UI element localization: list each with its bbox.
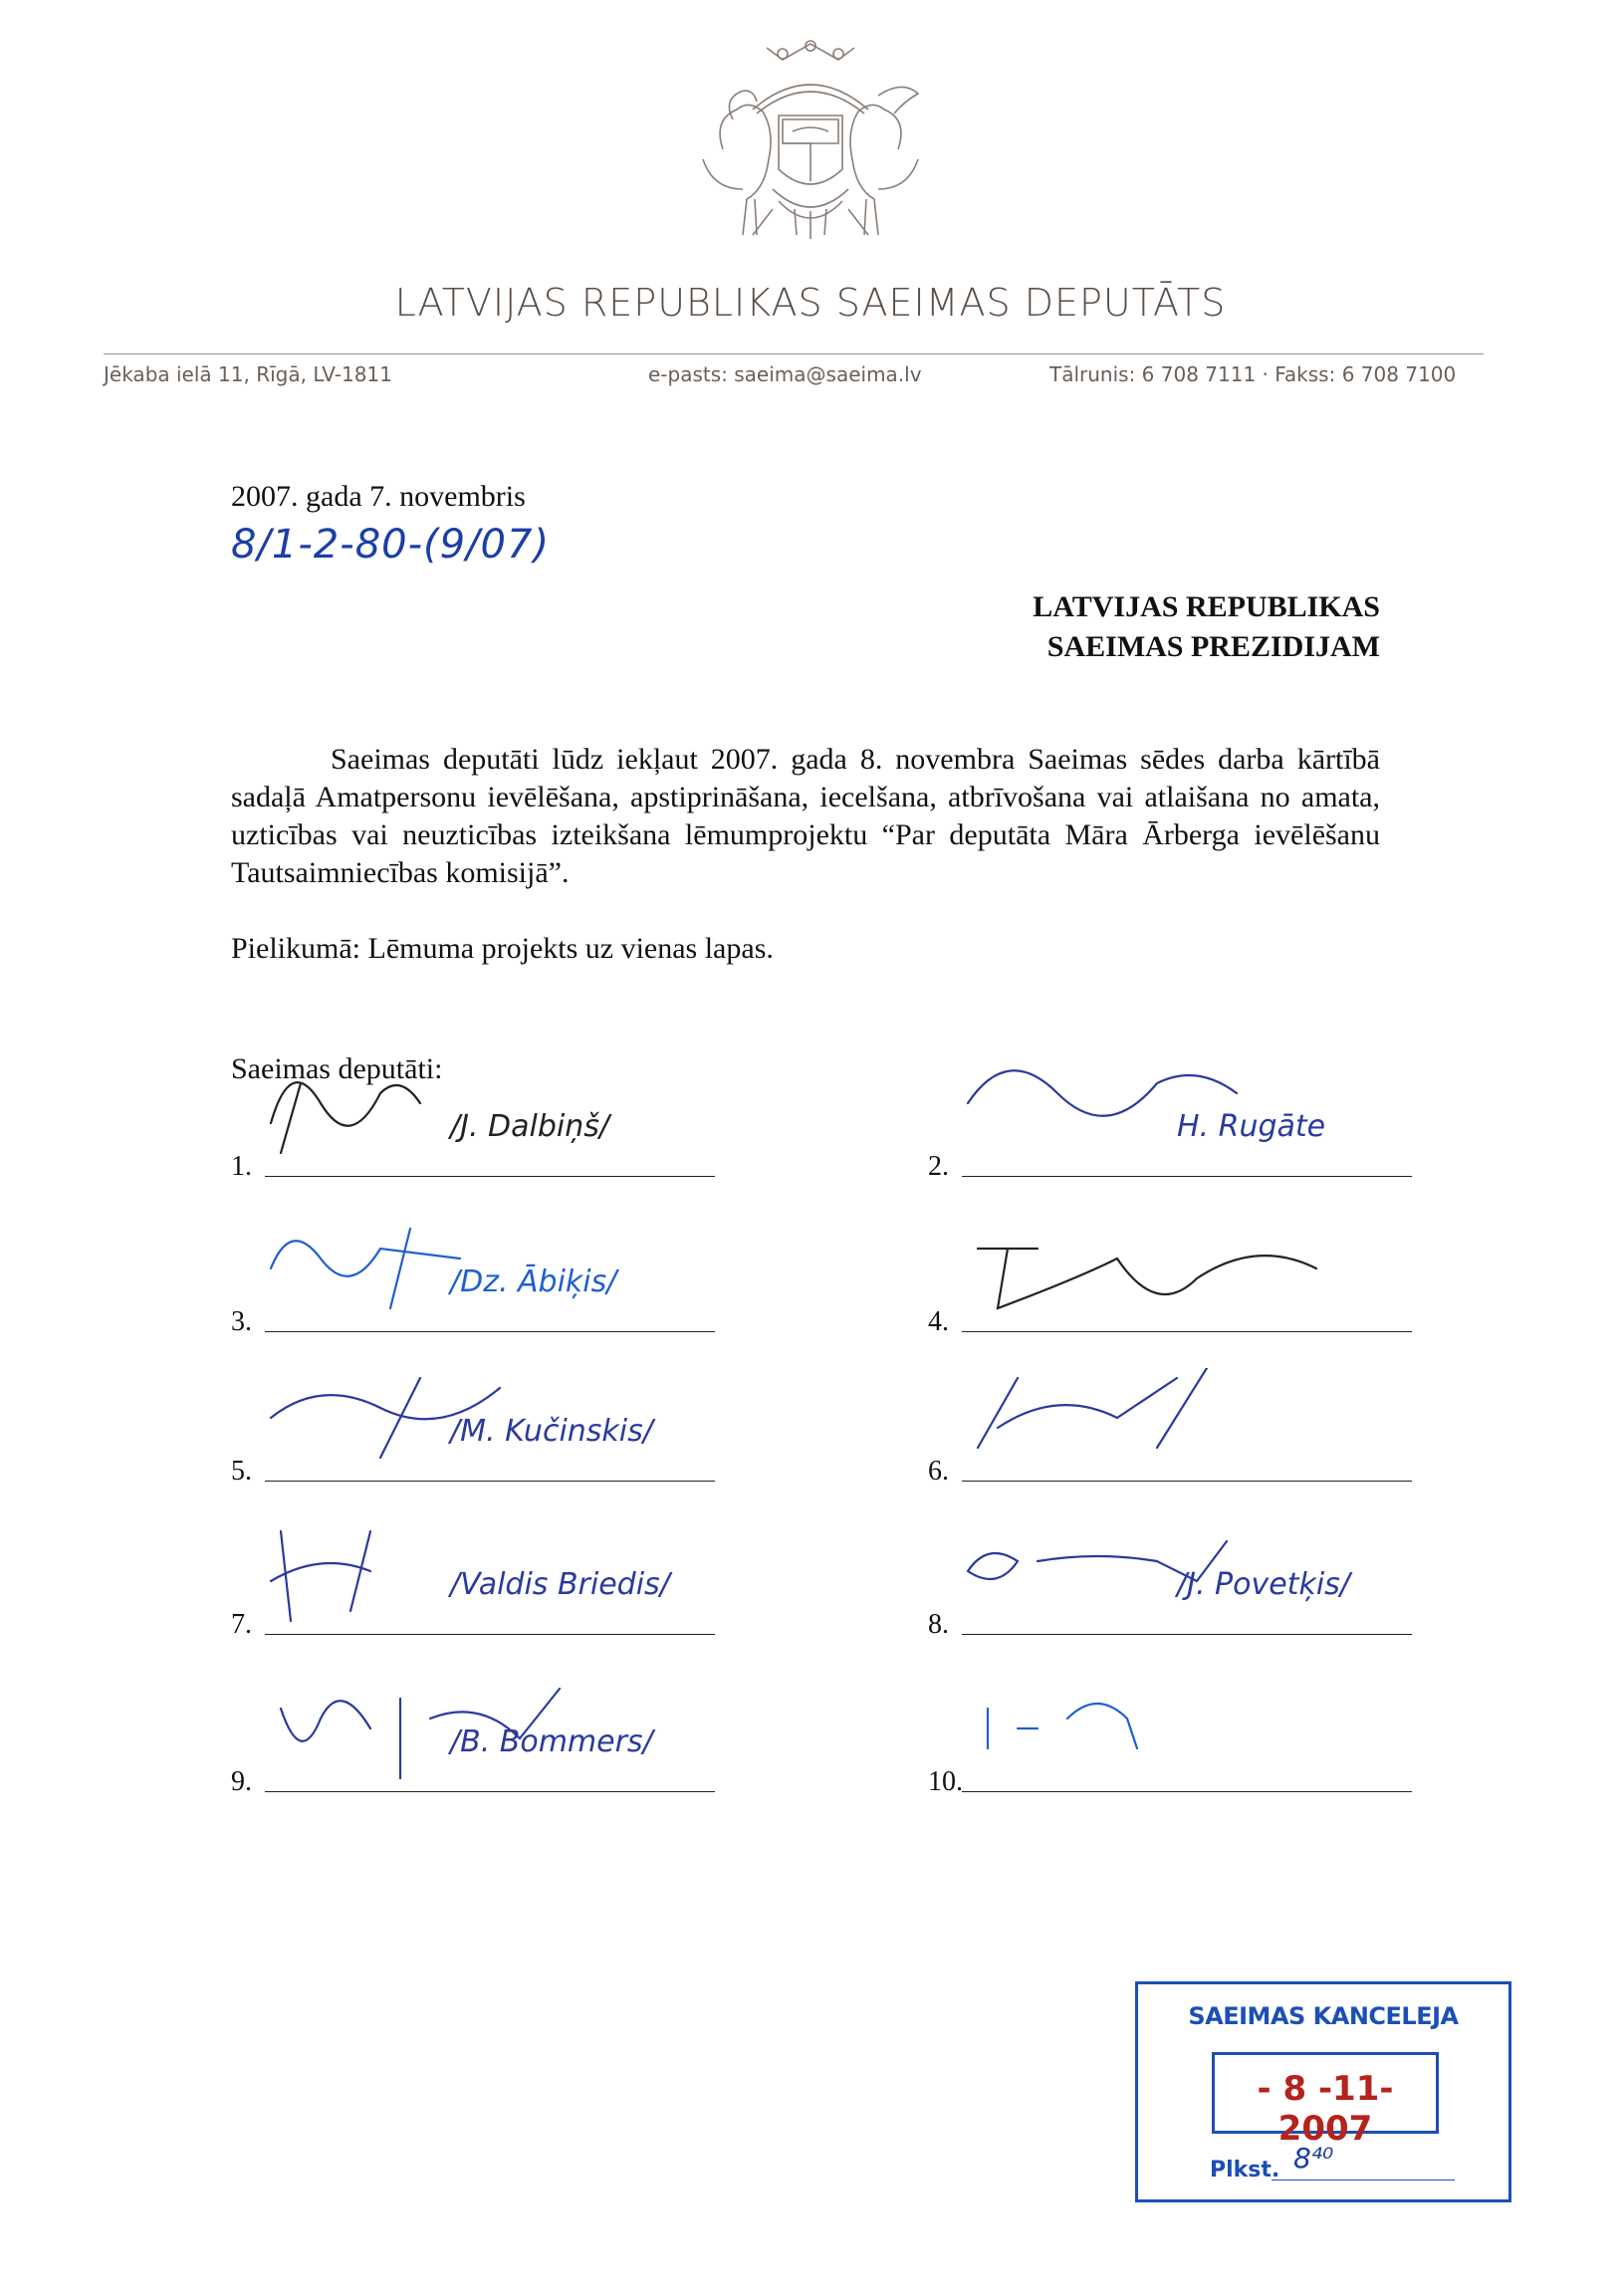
signature-number: 2. [928, 1151, 949, 1182]
coat-of-arms-icon [683, 40, 938, 249]
signature-line [265, 1634, 715, 1635]
recipient-line: SAEIMAS PREZIDIJAM [1046, 630, 1380, 663]
signer-name-handwritten: H. Rugāte [1177, 1109, 1326, 1144]
signer-name-handwritten: /J. Dalbiņš/ [450, 1109, 609, 1144]
signer-name-handwritten: /Dz. Ābiķis/ [450, 1264, 617, 1299]
annex-note: Pielikumā: Lēmuma projekts uz vienas lapas. [231, 932, 774, 965]
stamp-time-value: 8⁴⁰ [1293, 2142, 1334, 2175]
registry-stamp [1135, 1981, 1511, 2202]
address: Jēkaba ielā 11, Rīgā, LV-1811 [104, 362, 392, 386]
stamp-title: SAEIMAS KANCELEJA [1188, 2002, 1459, 2030]
signature-line [962, 1481, 1412, 1482]
signature-number: 6. [928, 1456, 949, 1487]
signature-slot [928, 1456, 1412, 1487]
email: e-pasts: saeima@saeima.lv [648, 362, 922, 386]
signer-name-handwritten: /B. Bommers/ [450, 1724, 653, 1759]
stamp-date: - 8 -11- 2007 [1257, 2069, 1394, 2149]
signature-line [265, 1481, 715, 1482]
signature-number: 9. [231, 1766, 252, 1797]
signer-name-handwritten: /J. Povetķis/ [1177, 1567, 1350, 1602]
signature-number: 5. [231, 1456, 252, 1487]
signature-line [962, 1634, 1412, 1635]
signature-slot [231, 1264, 715, 1337]
letterhead-divider [104, 353, 1484, 354]
recipient [896, 587, 1380, 667]
handwritten-reference: 8/1-2-80-(9/07) [231, 522, 551, 568]
signature-line [265, 1331, 715, 1332]
signature-slot [928, 1567, 1412, 1640]
signature-slot [928, 1306, 1412, 1337]
signer-name-handwritten: /M. Kučinskis/ [450, 1414, 653, 1449]
signature-slot [928, 1766, 1412, 1797]
signature-slot [231, 1109, 715, 1182]
signature-slot [231, 1567, 715, 1640]
signer-name-handwritten: /Valdis Briedis/ [450, 1567, 670, 1602]
letter-date: 2007. gada 7. novembris [231, 480, 526, 513]
signature-slot [231, 1724, 715, 1797]
signature-line [265, 1176, 715, 1177]
signature-line [962, 1176, 1412, 1177]
signature-slot [928, 1109, 1412, 1182]
signature-line [962, 1791, 1412, 1792]
stamp-date-box [1212, 2052, 1439, 2149]
handwritten-signature [958, 1219, 1336, 1328]
organization-name: LATVIJAS REPUBLIKAS SAEIMAS DEPUTĀTS [394, 281, 1227, 325]
stamp-time-line [1272, 2180, 1455, 2181]
signature-number: 7. [231, 1609, 252, 1640]
handwritten-signature [958, 1679, 1336, 1788]
signature-slot [231, 1414, 715, 1487]
signature-number: 8. [928, 1609, 949, 1640]
letter-body: Saeimas deputāti lūdz iekļaut 2007. gada 8. novembra Saeimas sēdes darba kārtībā sadaļā Amatpersonu ievēlēšana, apstiprināšana, iecelšana, atbrīvošana vai atlaišana no amata, uzticības vai neuzticības izteikšana lēmumprojektu “Par deputāta Māra Ārberga ievēlēšanu Tautsaimniecības komisijā”. [231, 743, 1380, 889]
signature-line [962, 1331, 1412, 1332]
signature-number: 1. [231, 1151, 252, 1182]
signature-number: 4. [928, 1306, 949, 1337]
handwritten-signature [958, 1368, 1336, 1478]
signature-line [265, 1791, 715, 1792]
signers-label: Saeimas deputāti: [231, 1052, 443, 1085]
phone-fax: Tālrunis: 6 708 7111 · Fakss: 6 708 7100 [1049, 362, 1457, 386]
stamp-time-label: Plkst. [1210, 2158, 1280, 2182]
signature-number: 10. [928, 1766, 963, 1797]
signature-number: 3. [231, 1306, 252, 1337]
recipient-line: LATVIJAS REPUBLIKAS [1033, 590, 1380, 623]
